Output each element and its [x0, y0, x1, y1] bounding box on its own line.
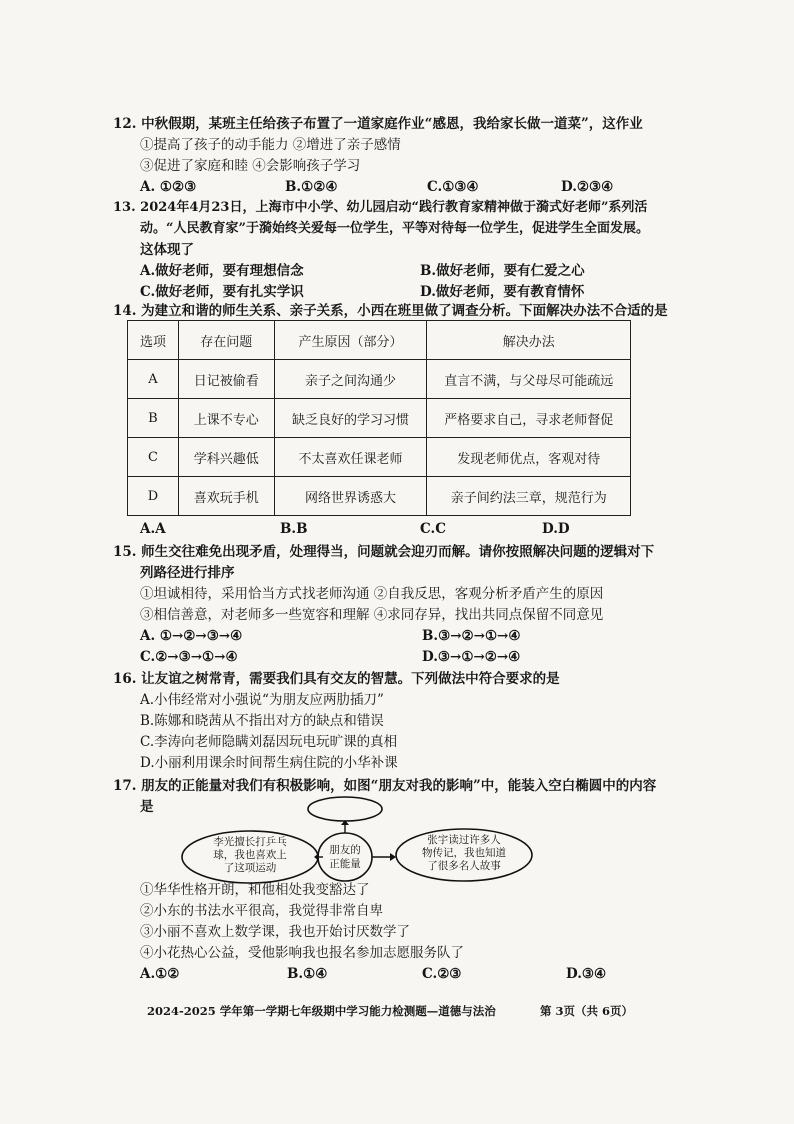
table-cell: 网络世界诱惑大: [274, 477, 427, 516]
q15-stem-line1: 15. 师生交往难免出现矛盾，处理得当，问题就会迎刃而解。请你按照解决问题的逻辑对下: [113, 544, 655, 560]
q13-option-d[interactable]: D.做好老师，要有教育情怀: [420, 284, 585, 300]
q13-stem-line1: 13. 2024年4月23日，上海市中小学、幼儿园启动“践行教育家精神做于漪式好老师”系列活: [113, 200, 648, 215]
q15-option-d[interactable]: D.③→①→②→④: [422, 649, 521, 665]
q17-options: [140, 965, 640, 983]
q12-option-b[interactable]: B.①②④: [285, 179, 338, 195]
q17-option-c[interactable]: C.②③: [422, 966, 462, 982]
table-cell: B: [128, 399, 179, 438]
q17-item-3: ③小丽不喜欢上数学课，我也开始讨厌数学了: [140, 924, 410, 940]
table-cell: 喜欢玩手机: [178, 477, 274, 516]
q15-option-a[interactable]: A. ①→②→③→④: [140, 628, 243, 644]
q13-option-a[interactable]: A.做好老师，要有理想信念: [140, 263, 304, 279]
table-cell: 日记被偷看: [178, 360, 274, 399]
left-ellipse-text-3: 了这项运动: [223, 862, 277, 874]
center-ellipse-text-1: 朋友的: [329, 844, 361, 856]
table-cell: 直言不满，与父母尽可能疏远: [427, 360, 631, 399]
q15-path-line1: ①坦诚相待，采用恰当方式找老师沟通 ②自我反思，客观分析矛盾产生的原因: [140, 586, 604, 602]
q17-stem-line2: 是: [140, 799, 154, 815]
table-cell: 严格要求自己，寻求老师督促: [427, 399, 631, 438]
q13-stem-line2: 动。“人民教育家”于漪始终关爱每一位学生，平等对待每一位学生，促进学生全面发展。: [140, 221, 649, 236]
q17-stem-line1: 17. 朋友的正能量对我们有积极影响，如图“朋友对我的影响”中，能装入空白椭圆中的内容: [113, 778, 657, 794]
q14-option-d[interactable]: D.D: [542, 521, 570, 537]
q14-option-c[interactable]: C.C: [420, 521, 446, 537]
table-cell: 不太喜欢任课老师: [274, 438, 427, 477]
q12-options: [140, 178, 660, 196]
q14-header-solution: 解决办法: [427, 321, 631, 360]
table-cell: D: [128, 477, 179, 516]
q17-item-1: ①华华性格开朗，和他相处我变豁达了: [140, 882, 370, 898]
center-ellipse: [318, 833, 372, 881]
table-cell: 亲子间约法三章，规范行为: [427, 477, 631, 516]
right-ellipse-text-3: 了很多名人故事: [427, 860, 501, 872]
q17-option-d[interactable]: D.③④: [566, 966, 607, 982]
q12-option-a[interactable]: A. ①②③: [140, 179, 197, 195]
footer-exam-title: 2024-2025 学年第一学期七年级期中学习能力检测题—道德与法治: [147, 1004, 496, 1018]
q12-stem-line2: ①提高了孩子的动手能力 ②增进了亲子感情: [140, 137, 401, 153]
q13-option-c[interactable]: C.做好老师，要有扎实学识: [140, 284, 304, 300]
right-ellipse-text-2: 物传记，我也知道: [422, 847, 506, 859]
q15-stem-line2: 列路径进行排序: [140, 565, 235, 581]
table-cell: C: [128, 438, 179, 477]
left-ellipse-text-1: 李光擅长打乒乓: [213, 836, 287, 848]
table-cell: 发现老师优点，客观对待: [427, 438, 631, 477]
q16-stem: 16. 让友谊之树常青，需要我们具有交友的智慧。下列做法中符合要求的是: [113, 671, 560, 687]
center-ellipse-text-2: 正能量: [329, 858, 361, 870]
q17-item-2: ②小东的书法水平很高，我觉得非常自卑: [140, 903, 383, 919]
q14-header-option: 选项: [128, 321, 179, 360]
table-cell: 亲子之间沟通少: [274, 360, 427, 399]
table-cell: 缺乏良好的学习习惯: [274, 399, 427, 438]
table-row: [128, 477, 631, 516]
q12-option-c[interactable]: C.①③④: [427, 179, 479, 195]
q16-option-b[interactable]: B.陈娜和晓茜从不指出对方的缺点和错误: [140, 713, 384, 729]
q16-option-a[interactable]: A.小伟经常对小强说“为朋友应两肋插刀”: [140, 692, 384, 708]
q17-option-a[interactable]: A.①②: [140, 966, 180, 982]
q15-option-b[interactable]: B.③→②→①→④: [422, 628, 521, 644]
q14-option-b[interactable]: B.B: [280, 521, 308, 537]
right-ellipse-text-1: 张宇读过许多人: [427, 834, 501, 846]
q14-table-header: [128, 321, 631, 360]
q14-stem: 14. 为建立和谐的师生关系、亲子关系，小西在班里做了调查分析。下面解决办法不合适的是: [113, 303, 668, 319]
table-cell: 学科兴趣低: [178, 438, 274, 477]
q13-option-b[interactable]: B.做好老师，要有仁爱之心: [420, 263, 585, 279]
q12-option-d[interactable]: D.②③④: [561, 179, 614, 195]
table-row: [128, 360, 631, 399]
q12-stem-line1: 12. 中秋假期，某班主任给孩子布置了一道家庭作业“感恩，我给家长做一道菜”，这作业: [113, 116, 643, 132]
q14-options: [140, 520, 620, 538]
q14-header-problem: 存在问题: [178, 321, 274, 360]
left-ellipse-text-2: 球，我也喜欢上: [213, 849, 287, 861]
q16-option-c[interactable]: C.李涛向老师隐瞒刘磊因玩电玩旷课的真相: [140, 734, 398, 750]
q17-item-4: ④小花热心公益，受他影响我也报名参加志愿服务队了: [140, 945, 464, 961]
q12-stem-line3: ③促进了家庭和睦 ④会影响孩子学习: [140, 158, 361, 174]
table-row: [128, 438, 631, 477]
table-cell: 上课不专心: [178, 399, 274, 438]
q14-header-cause: 产生原因（部分）: [274, 321, 427, 360]
q15-option-c[interactable]: C.②→③→①→④: [140, 649, 238, 665]
q16-option-d[interactable]: D.小丽利用课余时间帮生病住院的小华补课: [140, 755, 398, 771]
q14-option-a[interactable]: A.A: [140, 521, 166, 537]
q17-option-b[interactable]: B.①④: [287, 966, 328, 982]
blank-ellipse[interactable]: [308, 797, 382, 821]
q15-path-line2: ③相信善意，对老师多一些宽容和理解 ④求同存异，找出共同点保留不同意见: [140, 607, 604, 623]
q13-stem-line3: 这体现了: [140, 242, 194, 258]
q14-table: [127, 320, 631, 516]
table-row: [128, 399, 631, 438]
footer-page-number: 第 3页（共 6页）: [540, 1004, 634, 1018]
table-cell: A: [128, 360, 179, 399]
